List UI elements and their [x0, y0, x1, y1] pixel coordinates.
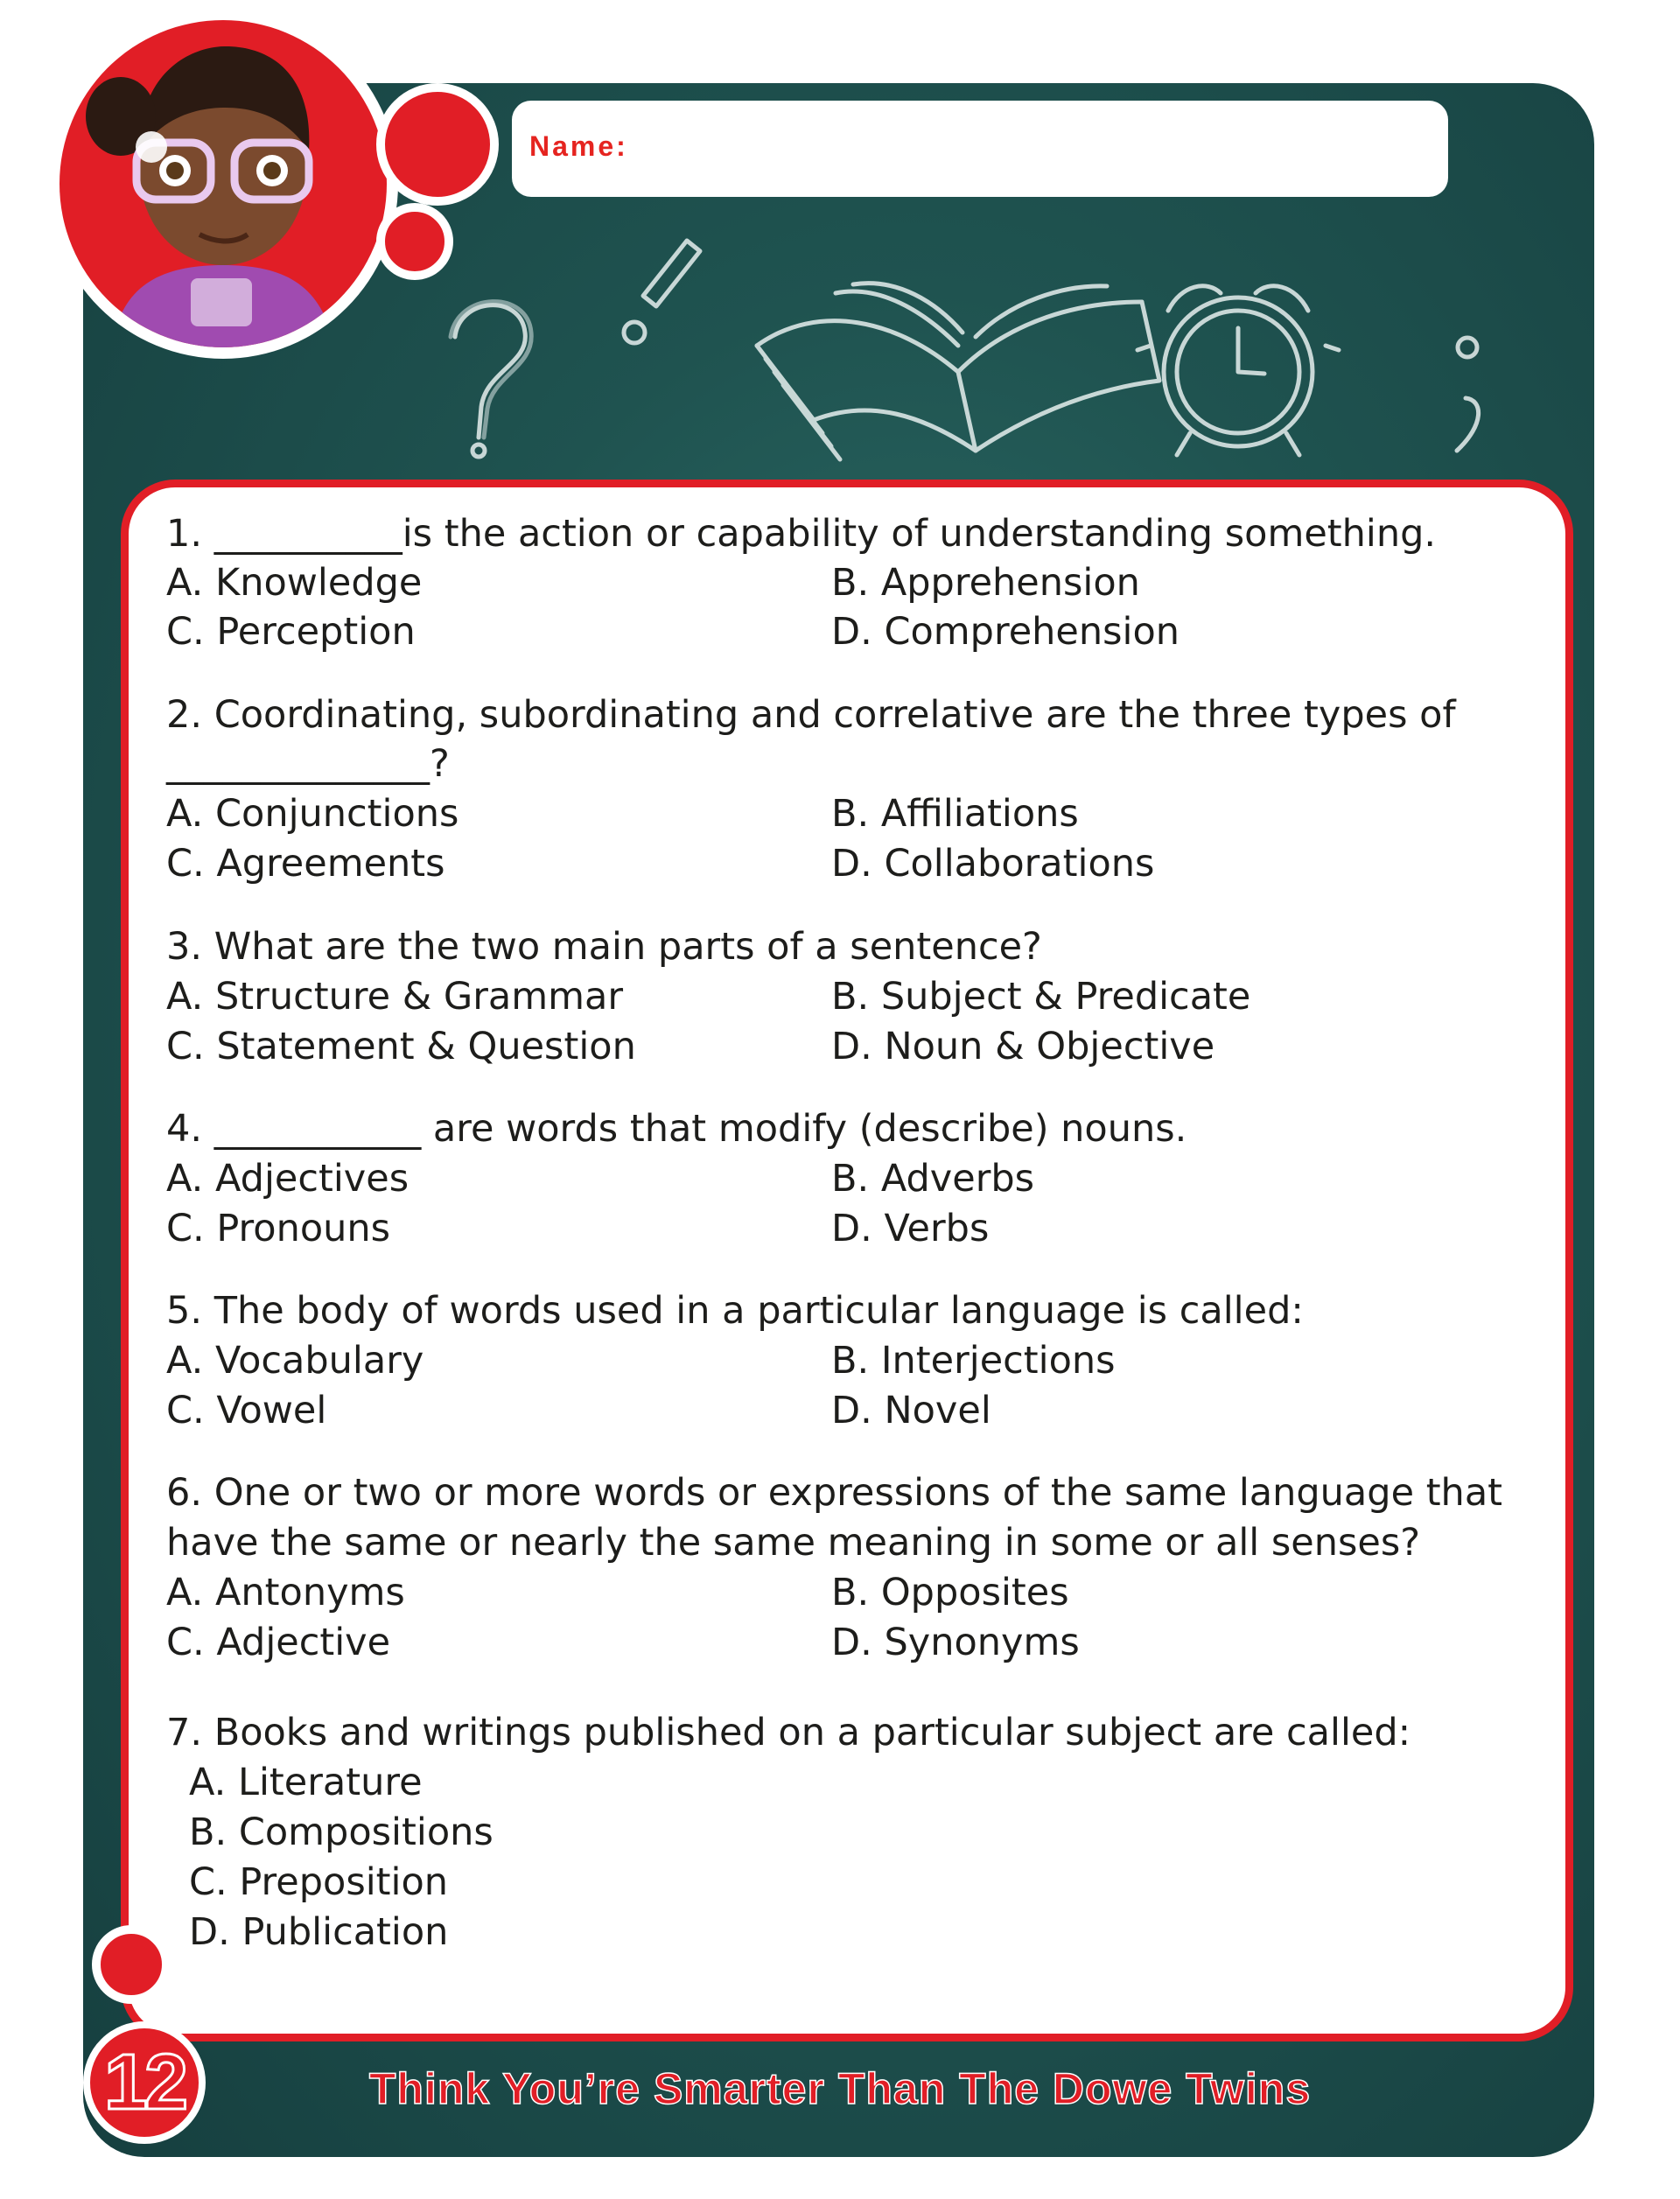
question-text: 2. Coordinating, subordinating and correlative are the three types of: [166, 693, 1456, 737]
answer-option[interactable]: D. Novel: [831, 1389, 991, 1432]
page-number-text: 12: [103, 2039, 186, 2126]
answer-option[interactable]: B. Subject & Predicate: [831, 975, 1251, 1019]
answer-option[interactable]: A. Conjunctions: [166, 792, 459, 836]
answer-option[interactable]: A. Vocabulary: [166, 1339, 424, 1383]
answer-option[interactable]: C. Adjective: [166, 1621, 391, 1664]
question-text-continued: ______________?: [166, 742, 450, 786]
question-text: 4. ___________ are words that modify (describe) nouns.: [166, 1107, 1187, 1151]
answer-option[interactable]: D. Publication: [189, 1910, 449, 1954]
decor-bubble: [376, 83, 499, 206]
answer-option[interactable]: C. Vowel: [166, 1389, 327, 1432]
answer-option[interactable]: A. Literature: [189, 1761, 423, 1804]
question-text: 3. What are the two main parts of a sentence?: [166, 925, 1042, 969]
answer-option[interactable]: D. Collaborations: [831, 842, 1155, 886]
footer-tagline: Think You’re Smarter Than The Dowe Twins: [368, 2064, 1312, 2113]
question-text-continued: have the same or nearly the same meaning in some or all senses?: [166, 1521, 1421, 1565]
exclamation-mark-icon: [624, 241, 700, 343]
answer-option[interactable]: D. Noun & Objective: [831, 1025, 1215, 1068]
alarm-clock-icon: [1138, 286, 1339, 455]
question-mark-icon: [451, 302, 531, 457]
answer-option[interactable]: C. Statement & Question: [166, 1025, 636, 1068]
answer-option[interactable]: C. Agreements: [166, 842, 445, 886]
answer-option[interactable]: B. Adverbs: [831, 1157, 1035, 1201]
answer-option[interactable]: B. Interjections: [831, 1339, 1116, 1383]
question-text: 1. __________is the action or capability of understanding something.: [166, 512, 1437, 556]
answer-option[interactable]: D. Comprehension: [831, 610, 1180, 654]
answer-option[interactable]: B. Opposites: [831, 1571, 1069, 1614]
answer-option[interactable]: A. Knowledge: [166, 561, 423, 605]
name-field[interactable]: [512, 101, 1448, 197]
decor-bubble: [92, 1925, 171, 2004]
answer-option[interactable]: B. Compositions: [189, 1810, 494, 1854]
question-text: 7. Books and writings published on a particular subject are called:: [166, 1711, 1411, 1754]
question-text: 6. One or two or more words or expressions of the same language that: [166, 1471, 1503, 1515]
open-book-icon: [757, 284, 1159, 459]
name-label: Name:: [529, 130, 628, 162]
answer-option[interactable]: D. Verbs: [831, 1207, 990, 1250]
character-avatar: [60, 20, 387, 347]
semicolon-icon: [1457, 338, 1479, 451]
answer-option[interactable]: B. Apprehension: [831, 561, 1140, 605]
answer-option[interactable]: B. Affiliations: [831, 792, 1079, 836]
answer-option[interactable]: C. Perception: [166, 610, 416, 654]
question-text: 5. The body of words used in a particular language is called:: [166, 1289, 1304, 1333]
answer-option[interactable]: C. Pronouns: [166, 1207, 391, 1250]
answer-option[interactable]: A. Antonyms: [166, 1571, 405, 1614]
answer-option[interactable]: A. Adjectives: [166, 1157, 410, 1201]
answer-option[interactable]: D. Synonyms: [831, 1621, 1080, 1664]
answer-option[interactable]: C. Preposition: [189, 1860, 449, 1904]
decor-bubble: [376, 203, 453, 280]
answer-option[interactable]: A. Structure & Grammar: [166, 975, 624, 1019]
